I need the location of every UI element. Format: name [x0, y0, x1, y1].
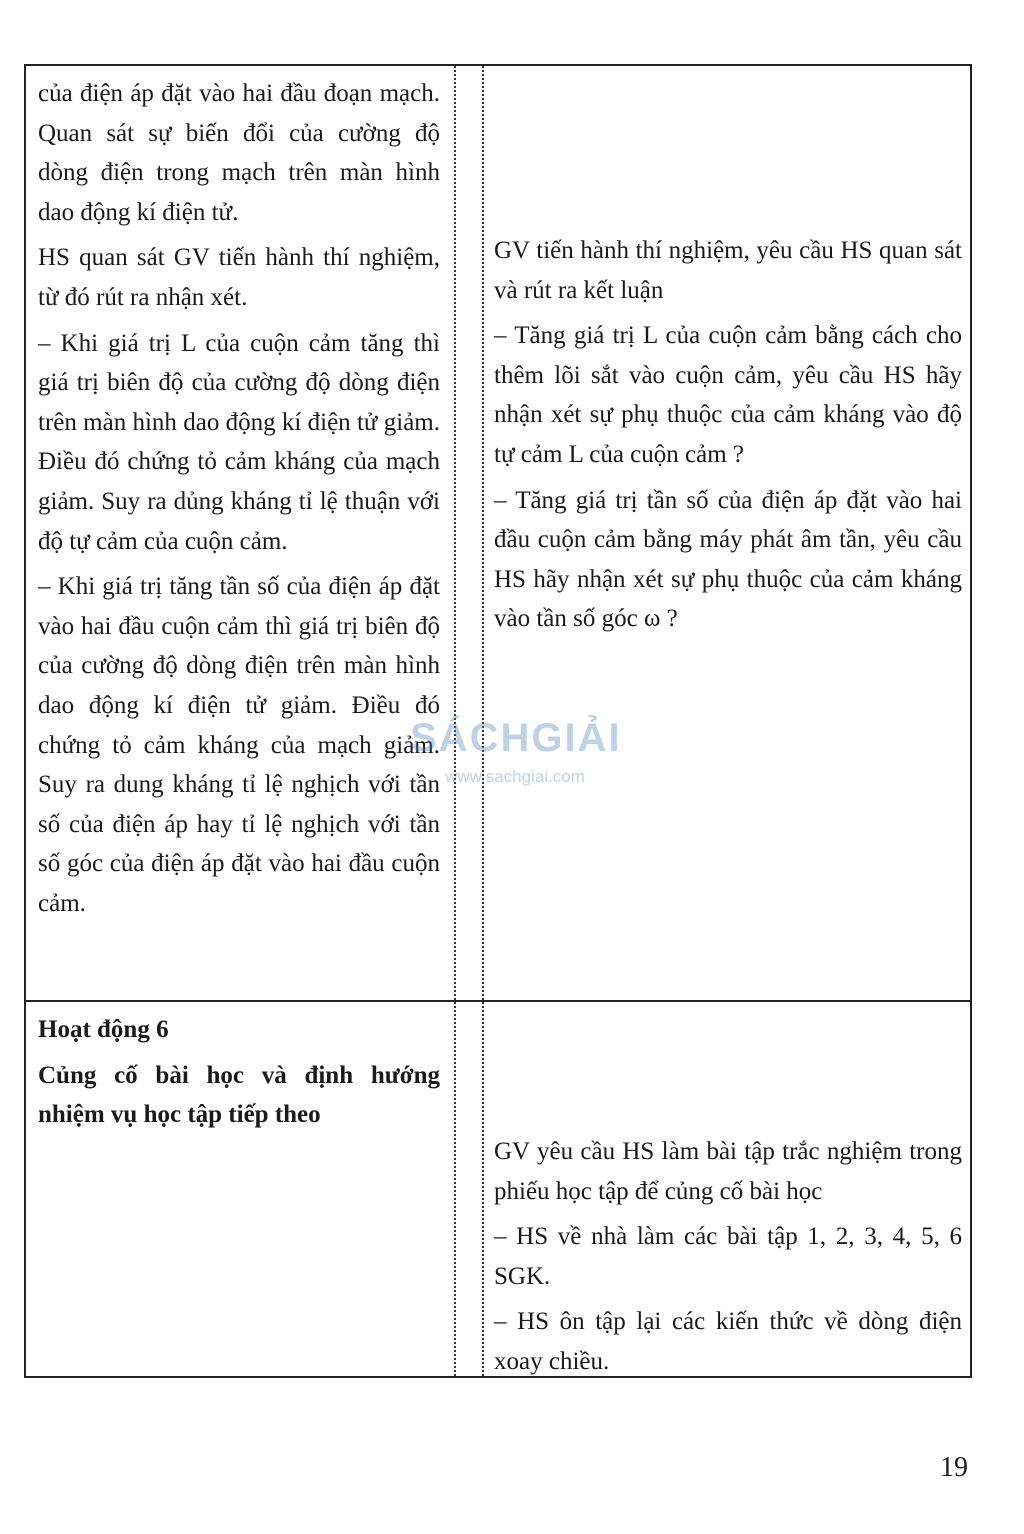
teacher-experiment: GV tiến hành thí nghiệm, yêu cầu HS quan sát và rút ra kết luận — [494, 237, 962, 304]
watermark-url: www.sachgiai.com — [445, 767, 585, 786]
activity-heading: Hoạt động 6 — [38, 1016, 169, 1043]
student-inductance-finding: – Khi giá trị L của cuộn cảm tăng thì giá trị biên độ của cường độ dòng điện trên màn hình dao động kí điện tử giảm. Điều đó chứng tỏ cảm kháng của mạch giảm. Suy ra dủng kháng tỉ lệ thuận với độ tự cảm của cuộn cảm. — [38, 329, 440, 555]
student-frequency-finding: – Khi giá trị tăng tần số của điện áp đặt vào hai đầu cuộn cảm thì giá trị biên độ của cường độ dòng điện trên màn hình dao động kí điện tử giảm. Điều đó chứng tỏ cảm kháng của mạch giảm. Suy ra dung kháng tỉ lệ nghịch với tần số của điện áp hay tỉ lệ nghịch với tần số góc của điện áp đặt vào hai đầu cuộn cảm. — [38, 573, 440, 917]
activity-subheading: Củng cố bài học và định hướng nhiệm vụ học tập tiếp theo — [38, 1061, 440, 1129]
page-number: 19 — [940, 1452, 968, 1483]
row-divider — [26, 1000, 970, 1002]
student-observation: HS quan sát GV tiến hành thí nghiệm, từ đó rút ra nhận xét. — [38, 244, 440, 311]
row1-right-cell — [494, 231, 962, 645]
watermark-text: SÁCHGIẢI — [410, 716, 622, 760]
row1-left-cell — [38, 74, 440, 929]
teacher-inductance-task: – Tăng giá trị L của cuộn cảm bằng cách cho thêm lõi sắt vào cuộn cảm, yêu cầu HS hãy nhận xét sự phụ thuộc của cảm kháng vào độ tự cảm L của cuộn cảm ? — [494, 322, 962, 468]
review-task: – HS ôn tập lại các kiến thức về dòng điện xoay chiều. — [494, 1308, 962, 1375]
homework-task: – HS về nhà làm các bài tập 1, 2, 3, 4, 5, 6 SGK. — [494, 1223, 962, 1290]
row2-right-cell — [494, 1132, 962, 1388]
left-intro-text: của điện áp đặt vào hai đầu đoạn mạch. Quan sát sự biến đổi của cường độ dòng điện trong mạch trên màn hình dao động kí điện tử. — [38, 80, 440, 226]
teacher-quiz-task: GV yêu cầu HS làm bài tập trắc nghiệm trong phiếu học tập để củng cố bài học — [494, 1138, 962, 1205]
watermark-logo — [410, 716, 620, 816]
row2-left-cell — [38, 1010, 440, 1141]
teacher-frequency-task: – Tăng giá trị tần số của điện áp đặt vào hai đầu cuộn cảm bằng máy phát âm tần, yêu cầu HS hãy nhận xét sự phụ thuộc của cảm kháng vào tần số góc ω ? — [494, 486, 962, 633]
